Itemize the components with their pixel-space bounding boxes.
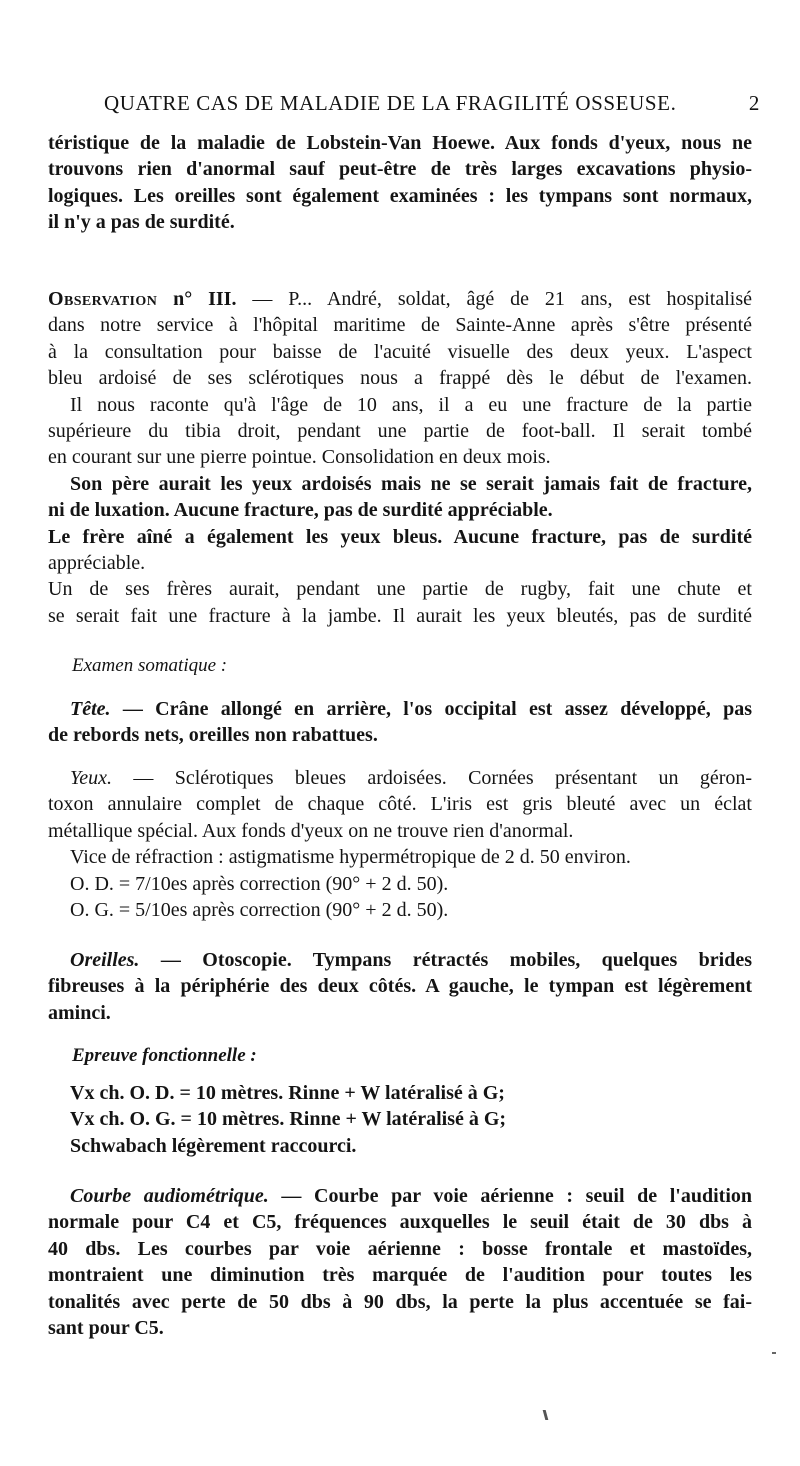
text-line: Son père aurait les yeux ardoisés mais ne se serait jamais fait de fracture, [70, 472, 752, 495]
text-line: Un de ses frères aurait, pendant une partie de rugby, fait une chute et [48, 578, 752, 601]
page-number: 2 [748, 91, 760, 115]
paragraph-lobstein [48, 130, 752, 236]
text-line: — P... André, soldat, âgé de 21 ans, est hospitalisé [252, 288, 752, 310]
text-line: toxon annulaire complet de chaque côté. L'iris est gris bleuté avec un éclat [48, 793, 752, 816]
running-title: QUATRE CAS DE MALADIE DE LA FRAGILITÉ OSSEUSE. [104, 91, 677, 115]
acuity-og: O. G. = 5/10es après correction (90° + 2 d. 50). [70, 898, 449, 921]
epreuve-list [70, 1080, 750, 1159]
text-line: Il nous raconte qu'à l'âge de 10 ans, il a eu une fracture de la partie [70, 393, 752, 416]
print-speck [772, 1352, 776, 1354]
tete-first-line [48, 696, 752, 722]
paragraph-tete [48, 696, 752, 749]
text-line: logiques. Les oreilles sont également examinées : les tympans sont normaux, [48, 184, 752, 207]
text-line: sant pour C5. [48, 1316, 164, 1339]
text-line: aminci. [48, 1001, 111, 1024]
text-line: bleu ardoisé de ses sclérotiques nous a frappé dès le début de l'examen. [48, 367, 752, 390]
text-line: tonalités avec perte de 50 dbs à 90 dbs, la perte la plus accentuée se fai- [48, 1290, 752, 1313]
print-speck [543, 1410, 549, 1420]
text-line: — Sclérotiques bleues ardoisées. Cornées présentant un géron- [133, 767, 753, 789]
paragraph-yeux [48, 765, 752, 923]
text-line: appréciable. [48, 551, 146, 574]
text-line: dans notre service à l'hôpital maritime de Sainte-Anne après s'être présenté [48, 314, 752, 337]
text-line: Vice de réfraction : astigmatisme hypermétropique de 2 d. 50 environ. [70, 846, 631, 869]
text-line: normale pour C4 et C5, fréquences auxquelles le seuil était de 30 dbs à [48, 1211, 752, 1234]
text-line: à la consultation pour baisse de l'acuité visuelle des deux yeux. L'aspect [48, 340, 752, 363]
text-line: — Courbe par voie aérienne : seuil de l'audition [281, 1185, 753, 1207]
text-line: en courant sur une pierre pointue. Consolidation en deux mois. [48, 446, 551, 469]
courbe-first-line [48, 1183, 752, 1209]
observation-label: Observation [48, 288, 158, 310]
paragraph-courbe [48, 1183, 752, 1341]
acuity-od: O. D. = 7/10es après correction (90° + 2 d. 50). [70, 872, 449, 895]
yeux-first-line [48, 765, 752, 791]
courbe-label: Courbe audiométrique. [70, 1185, 269, 1207]
epreuve-line-schwabach: Schwabach légèrement raccourci. [70, 1134, 357, 1157]
epreuve-line-od: Vx ch. O. D. = 10 mètres. Rinne + W latéralisé à G; [70, 1082, 505, 1104]
text-line: ni de luxation. Aucune fracture, pas de surdité appréciable. [48, 499, 553, 522]
yeux-label: Yeux. [70, 767, 113, 789]
text-line: de rebords nets, oreilles non rabattues. [48, 724, 378, 747]
oreilles-first-line [48, 947, 752, 973]
epreuve-line-og: Vx ch. O. G. = 10 mètres. Rinne + W latéralisé à G; [70, 1108, 507, 1131]
observation-number: n° III. [173, 288, 237, 310]
text-line: téristique de la maladie de Lobstein-Van Hoewe. Aux fonds d'yeux, nous ne [48, 132, 752, 154]
text-line: métallique spécial. Aux fonds d'yeux on ne trouve rien d'anormal. [48, 819, 574, 842]
observation-first-line [48, 286, 752, 312]
text-line: se serait fait une fracture à la jambe. Il aurait les yeux bleutés, pas de surdité [48, 604, 752, 627]
text-line: fibreuses à la périphérie des deux côtés. A gauche, le tympan est légèrement [48, 975, 752, 998]
section-heading-epreuve: Epreuve fonctionnelle : [72, 1045, 257, 1066]
running-head [48, 88, 760, 118]
paragraph-oreilles [48, 947, 752, 1026]
section-heading-examen: Examen somatique : [72, 655, 228, 676]
text-line: supérieure du tibia droit, pendant une partie de foot-ball. Il serait tombé [48, 419, 752, 442]
text-line: Le frère aîné a également les yeux bleus. Aucune fracture, pas de surdité [48, 525, 752, 548]
text-line: trouvons rien d'anormal sauf peut-être de très larges excavations physio- [48, 158, 752, 181]
observation-iii [48, 286, 752, 629]
tete-label: Tête. [70, 698, 111, 720]
text-line: il n'y a pas de surdité. [48, 211, 235, 234]
text-line: montraient une diminution très marquée de l'audition pour toutes les [48, 1264, 752, 1287]
oreilles-label: Oreilles. [70, 949, 140, 971]
text-line: — Crâne allongé en arrière, l'os occipital est assez développé, pas [122, 698, 752, 720]
text-line: — Otoscopie. Tympans rétractés mobiles, quelques brides [160, 949, 753, 971]
text-line: 40 dbs. Les courbes par voie aérienne : bosse frontale et mastoïdes, [48, 1237, 752, 1260]
